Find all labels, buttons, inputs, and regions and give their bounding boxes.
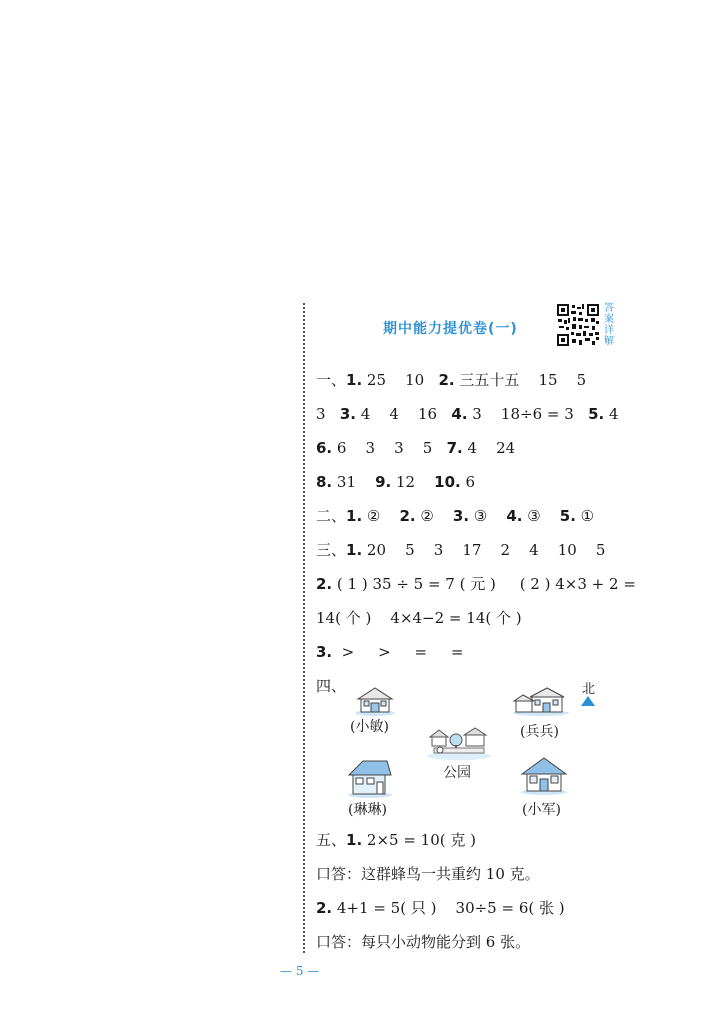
house-xiaojun-icon bbox=[520, 755, 568, 795]
answer-line-8: 14( 个 ) 4×4−2 = 14( 个 ) bbox=[316, 609, 522, 627]
answer-line-2: 3 3. 4 4 16 4. 3 18÷6 = 3 5. 4 bbox=[316, 405, 619, 423]
answer-line-7: 2. ( 1 ) 35 ÷ 5 = 7 ( 元 ) ( 2 ) 4×3 + 2 = bbox=[316, 575, 636, 593]
section-four-label: 四、 bbox=[316, 677, 347, 695]
qr-answer-label: 答案详解 bbox=[604, 303, 614, 347]
answer-line-12: 口答：这群蜂鸟一共重约 10 克。 bbox=[316, 865, 540, 883]
north-label: 北 bbox=[582, 682, 596, 697]
house-xiaomin-icon bbox=[354, 686, 396, 716]
caption-park: 公园 bbox=[443, 765, 471, 781]
park-icon bbox=[426, 726, 492, 760]
house-pingping-icon bbox=[512, 686, 570, 716]
answer-line-6: 三、1. 20 5 3 17 2 4 10 5 bbox=[316, 541, 606, 559]
caption-xiaojun: (小军) bbox=[522, 802, 561, 818]
answer-line-14: 口答：每只小动物能分到 6 张。 bbox=[316, 933, 531, 951]
page-number: — 5 — bbox=[280, 964, 320, 978]
dotted-margin-rule bbox=[303, 303, 305, 953]
answer-line-13: 2. 4+1 = 5( 只 ) 30÷5 = 6( 张 ) bbox=[316, 899, 565, 917]
answer-line-11: 五、1. 2×5 = 10( 克 ) bbox=[316, 831, 477, 849]
answer-line-3: 6. 6 3 3 5 7. 4 24 bbox=[316, 439, 516, 457]
answer-line-9: 3. > > = = bbox=[316, 643, 464, 661]
page-title: 期中能力提优卷(一) bbox=[383, 321, 518, 337]
caption-pingping: (兵兵) bbox=[520, 724, 559, 740]
answer-line-1: 一、1. 25 10 2. 三五十五 15 5 bbox=[316, 371, 587, 389]
caption-linlin: (琳琳) bbox=[348, 802, 387, 818]
caption-xiaomin: (小敏) bbox=[350, 719, 389, 735]
house-linlin-icon bbox=[347, 758, 393, 798]
answer-line-5: 二、1. ② 2. ② 3. ③ 4. ③ 5. ① bbox=[316, 507, 595, 525]
answer-line-4: 8. 31 9. 12 10. 6 bbox=[316, 473, 476, 491]
north-arrow-icon bbox=[581, 696, 595, 706]
qr-code-icon bbox=[556, 303, 600, 347]
